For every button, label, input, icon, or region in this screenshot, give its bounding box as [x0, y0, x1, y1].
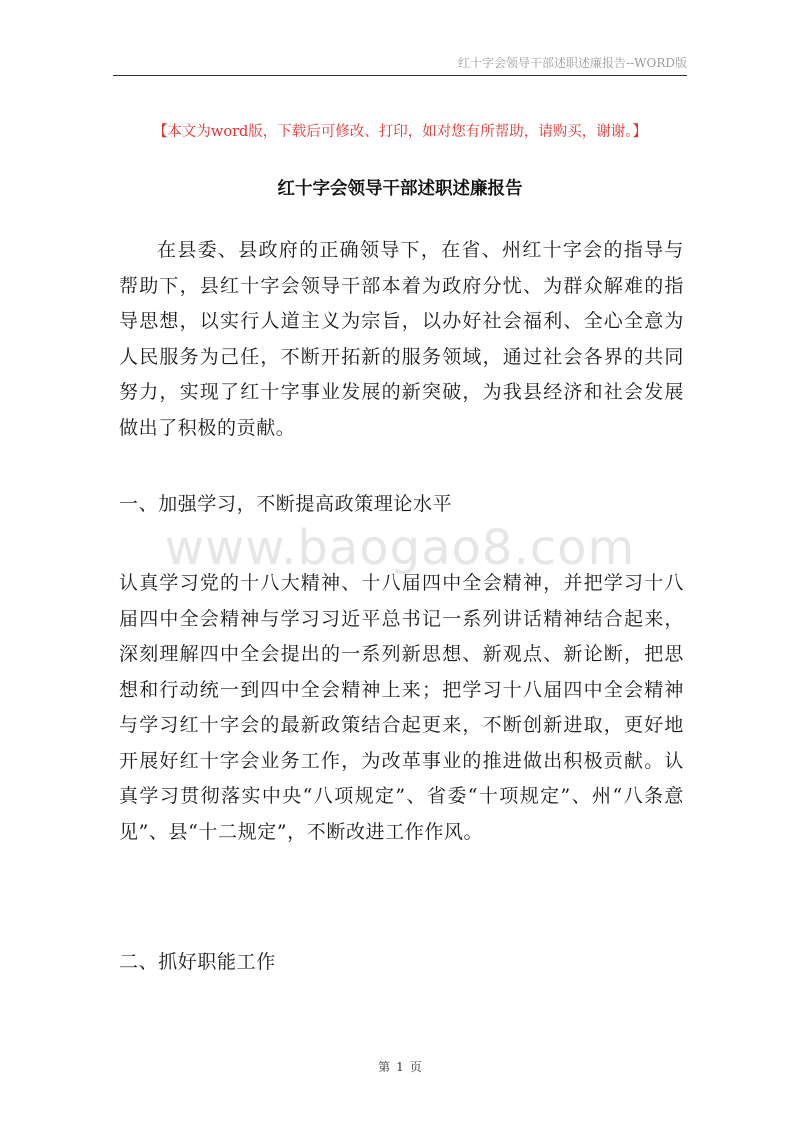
intro-paragraph: 在县委、县政府的正确领导下，在省、州红十字会的指导与帮助下，县红十字会领导干部本着为政府分忧、为群众解难的指导思想，以实行人道主义为宗旨，以办好社会福利、全心全意为人民服务为己任，不断开拓新的服务领域，通过社会各界的共同努力，实现了红十字事业发展的新突破，为我县经济和社会发展做出了积极的贡献。: [119, 239, 684, 439]
section-1-paragraph: 认真学习党的十八大精神、十八届四中全会精神，并把学习十八届四中全会精神与学习习近平总书记一系列讲话精神结合起来，深刻理解四中全会提出的一系列新思想、新观点、新论断，把思想和行动统一到四中全会精神上来；把学习十八届四中全会精神与学习红十字会的最新政策结合起更来，不断创新进取，更好地开展好红十字会业务工作，为改革事业的推进做出积极贡献。认真学习贯彻落实中央“八项规定”、省委“十项规定”、州“八条意见”、县“十二规定”，不断改进工作作风。: [119, 572, 684, 843]
section-heading-1: 一、加强学习，不断提高政策理论水平: [119, 493, 453, 515]
page-footer: [0, 1058, 800, 1075]
header-divider: [113, 75, 687, 76]
document-title: 红十字会领导干部述职述廉报告: [277, 179, 523, 199]
download-notice: 【本文为word版，下载后可修改、打印，如对您有所帮助，请购买，谢谢。】: [152, 124, 648, 140]
section-heading-2: 二、抓好职能工作: [119, 951, 276, 973]
page-suffix: 页: [409, 1060, 422, 1074]
page-number: 1: [396, 1060, 404, 1074]
page-header: [113, 54, 687, 74]
page-prefix: 第: [378, 1060, 391, 1074]
running-title: 红十字会领导干部述职述廉报告--WORD版: [458, 56, 687, 70]
watermark: www.baogao8.com: [164, 520, 636, 576]
